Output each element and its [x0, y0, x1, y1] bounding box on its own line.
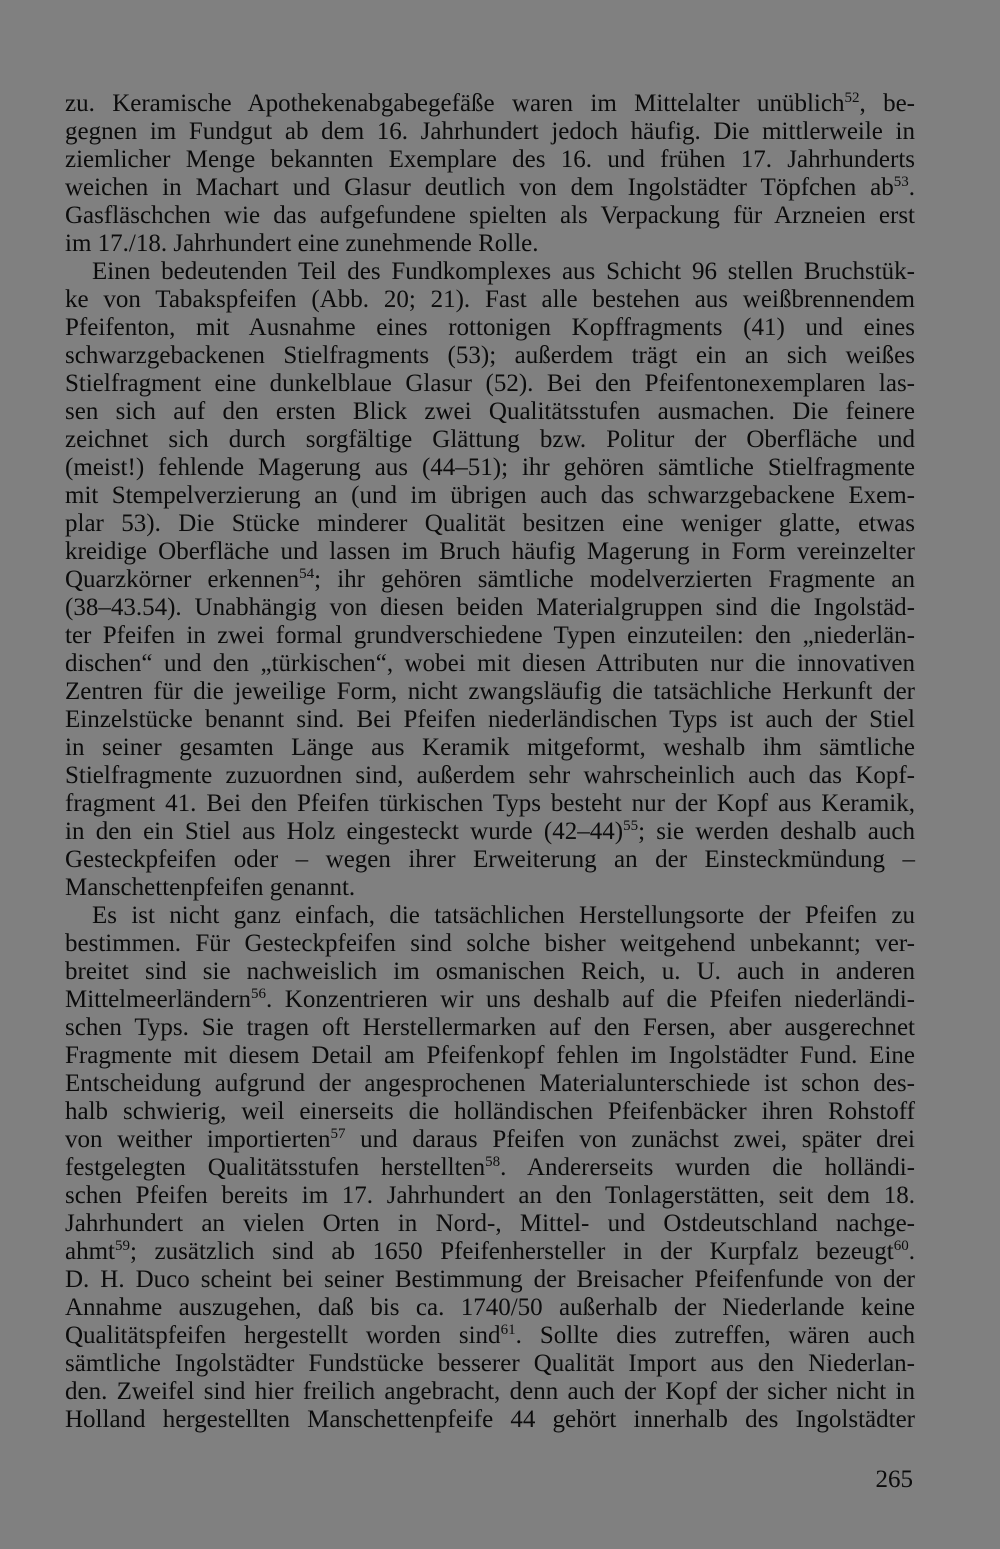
text-line: den. Zweifel sind hier freilich angebracht, denn auch der Kopf der sicher nicht in — [65, 1378, 915, 1405]
text-line: Fragmente mit diesem Detail am Pfeifenkopf fehlen im Ingolstädter Fund. Eine — [65, 1042, 915, 1069]
text-line: Jahrhundert an vielen Orten in Nord-, Mittel- und Ostdeutschland nachge- — [65, 1210, 915, 1237]
text-line: Entscheidung aufgrund der angesprochenen Materialunterschiede ist schon des- — [65, 1070, 915, 1097]
paragraph — [65, 902, 915, 1434]
text-segment: zu. Keramische Apothekenabgabegefäße waren im Mittelalter unüblich — [65, 90, 845, 117]
page-number: 265 — [875, 1466, 913, 1493]
text-line: Annahme auszugehen, daß bis ca. 1740/50 außerhalb der Niederlande keine — [65, 1294, 915, 1321]
text-line: mit Stempelverzierung an (und im übrigen auch das schwarzgebackene Exem- — [65, 482, 915, 509]
text-segment: und daraus Pfeifen von zunächst zwei, später drei — [345, 1126, 915, 1153]
text-line — [65, 566, 915, 594]
text-line: halb schwierig, weil einerseits die holländischen Pfeifenbäcker ihren Rohstoff — [65, 1098, 915, 1125]
text-segment: , be- — [859, 90, 915, 117]
text-line: Stielfragmente zuzuordnen sind, außerdem sehr wahrscheinlich auch das Kopf- — [65, 762, 915, 789]
text-line: schwarzgebackenen Stielfragments (53); außerdem trägt ein an sich weißes — [65, 342, 915, 369]
text-line: sämtliche Ingolstädter Fundstücke besserer Qualität Import aus den Niederlan- — [65, 1350, 915, 1377]
text-line: Zentren für die jeweilige Form, nicht zwangsläufig die tatsächliche Herkunft der — [65, 678, 915, 705]
text-line: ke von Tabakspfeifen (Abb. 20; 21). Fast alle bestehen aus weißbrennendem — [65, 286, 915, 313]
text-line: Stielfragment eine dunkelblaue Glasur (52). Bei den Pfeifentonexemplaren las- — [65, 370, 915, 397]
paragraph — [65, 258, 915, 902]
footnote-marker: 57 — [330, 1126, 346, 1142]
text-segment: Qualitätspfeifen hergestellt worden sind — [65, 1322, 501, 1349]
footnote-marker: 58 — [485, 1154, 501, 1170]
text-line: Einen bedeutenden Teil des Fundkomplexes aus Schicht 96 stellen Bruchstük- — [92, 258, 915, 285]
text-line: ter Pfeifen in zwei formal grundverschiedene Typen einzuteilen: den „niederlän- — [65, 622, 915, 649]
text-segment: . Andererseits wurden die holländi- — [500, 1154, 915, 1181]
text-segment: weichen in Machart und Glasur deutlich von dem Ingolstädter Töpfchen ab — [65, 174, 894, 201]
text-line: sen sich auf den ersten Blick zwei Qualitätsstufen ausmachen. Die feinere — [65, 398, 915, 425]
text-segment: . — [908, 174, 915, 201]
text-line: schen Pfeifen bereits im 17. Jahrhundert an den Tonlagerstätten, seit dem 18. — [65, 1182, 915, 1209]
text-line — [65, 1322, 915, 1350]
text-line: Gasfläschchen wie das aufgefundene spielten als Verpackung für Arzneien erst — [65, 202, 915, 229]
text-segment: Mittelmeerländern — [65, 986, 252, 1013]
text-line: ziemlicher Menge bekannten Exemplare des 16. und frühen 17. Jahrhunderts — [65, 146, 915, 173]
text-line — [65, 1238, 915, 1266]
footnote-marker: 54 — [299, 566, 315, 582]
text-line: gegnen im Fundgut ab dem 16. Jahrhundert jedoch häufig. Die mittlerweile in — [65, 118, 915, 145]
text-line: dischen“ und den „türkischen“, wobei mit diesen Attributen nur die innovativen — [65, 650, 915, 677]
text-segment: . Sollte dies zutreffen, wären auch — [515, 1322, 915, 1349]
footnote-marker: 55 — [623, 818, 639, 834]
text-line: D. H. Duco scheint bei seiner Bestimmung der Breisacher Pfeifenfunde von der — [65, 1266, 915, 1293]
footnote-marker: 53 — [893, 174, 909, 190]
text-segment: in den ein Stiel aus Holz eingesteckt wurde (42–44) — [65, 818, 624, 845]
text-segment: Quarzkörner erkennen — [65, 566, 300, 593]
text-line: fragment 41. Bei den Pfeifen türkischen Typs besteht nur der Kopf aus Keramik, — [65, 790, 915, 817]
text-line: Manschettenpfeifen genannt. — [65, 874, 356, 901]
text-line: Gesteckpfeifen oder – wegen ihrer Erweiterung an der Einsteckmündung – — [65, 846, 915, 873]
text-line: Pfeifenton, mit Ausnahme eines rottonigen Kopffragments (41) und eines — [65, 314, 915, 341]
text-segment: ; ihr gehören sämtliche modelverzierten Fragmente an — [314, 566, 915, 593]
footnote-marker: 52 — [844, 90, 860, 106]
text-line: breitet sind sie nachweislich im osmanischen Reich, u. U. auch in anderen — [65, 958, 915, 985]
paragraph — [65, 90, 915, 258]
text-segment: ; sie werden deshalb auch — [638, 818, 915, 845]
text-line: plar 53). Die Stücke minderer Qualität besitzen eine weniger glatte, etwas — [65, 510, 915, 537]
footnote-marker: 56 — [251, 986, 267, 1002]
footnote-marker: 59 — [115, 1238, 130, 1254]
text-line: schen Typs. Sie tragen oft Herstellermarken auf den Fersen, aber ausgerechnet — [65, 1014, 915, 1041]
text-segment: ; zusätzlich sind ab 1650 Pfeifenhersteller in der Kurpfalz bezeugt — [130, 1238, 894, 1265]
footnote-marker: 61 — [500, 1322, 516, 1338]
text-line: zeichnet sich durch sorgfältige Glättung bzw. Politur der Oberfläche und — [65, 426, 915, 453]
text-line — [65, 1126, 915, 1154]
text-line: (38–43.54). Unabhängig von diesen beiden Materialgruppen sind die Ingolstäd- — [65, 594, 915, 621]
text-segment: . — [908, 1238, 915, 1265]
text-segment: festgelegten Qualitätsstufen herstellten — [65, 1154, 486, 1181]
text-line — [65, 1154, 915, 1182]
text-line: Holland hergestellten Manschettenpfeife 44 gehört innerhalb des Ingolstädter — [65, 1406, 915, 1433]
text-line: Es ist nicht ganz einfach, die tatsächlichen Herstellungsorte der Pfeifen zu — [92, 902, 915, 929]
text-line — [65, 174, 915, 202]
text-segment: . Konzentrieren wir uns deshalb auf die Pfeifen niederländi- — [266, 986, 915, 1013]
text-line — [65, 90, 915, 118]
body-text — [65, 90, 915, 1434]
text-line — [65, 986, 915, 1014]
text-line — [65, 818, 915, 846]
text-segment: ahmt — [65, 1238, 115, 1265]
text-line: kreidige Oberfläche und lassen im Bruch häufig Magerung in Form vereinzelter — [65, 538, 915, 565]
footnote-marker: 60 — [893, 1238, 909, 1254]
text-line: Einzelstücke benannt sind. Bei Pfeifen niederländischen Typs ist auch der Stiel — [65, 706, 915, 733]
text-line: in seiner gesamten Länge aus Keramik mitgeformt, weshalb ihm sämtliche — [65, 734, 915, 761]
text-line: im 17./18. Jahrhundert eine zunehmende Rolle. — [65, 230, 539, 257]
text-line: (meist!) fehlende Magerung aus (44–51); ihr gehören sämtliche Stielfragmente — [65, 454, 915, 481]
text-line: bestimmen. Für Gesteckpfeifen sind solche bisher weitgehend unbekannt; ver- — [65, 930, 915, 957]
text-segment: von weither importierten — [65, 1126, 331, 1153]
